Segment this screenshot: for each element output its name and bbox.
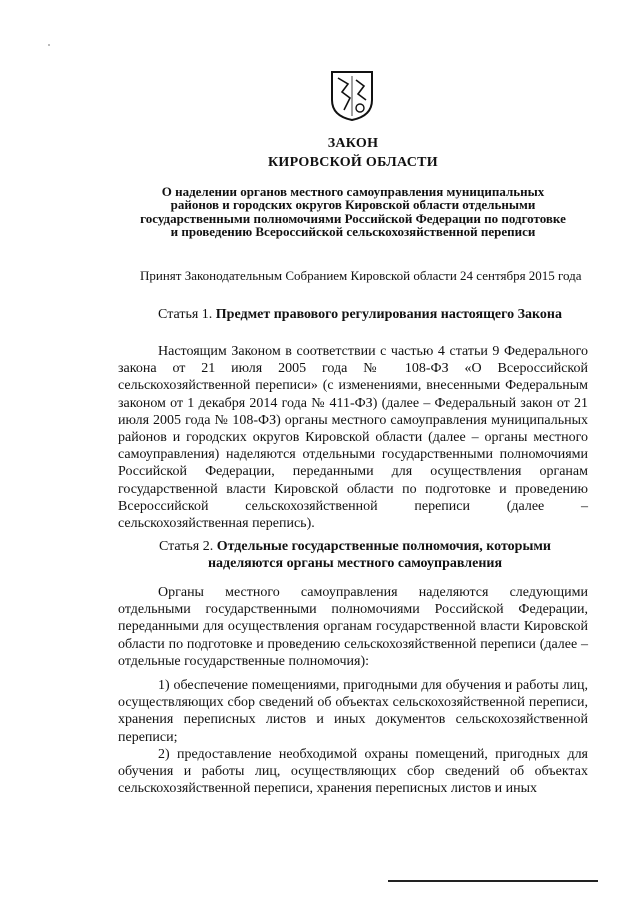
article-2-title: Отдельные государственные полномочия, которыми наделяются органы местного самоуправления — [207, 539, 552, 571]
article-2-item-1: 1) обеспечение помещениями, пригодными для обучения и работы лиц, осуществляющих сбор сведений об объектах сельскохозяйственной переписи, хранения переписных листов и иных документов сельскохозяйственной переписи; — [118, 678, 588, 745]
signature-line — [388, 880, 598, 882]
article-2-item-2: 2) предоставление необходимой охраны помещений, пригодных для обучения и работы лиц, осуществляющих сбор сведений об объектах сельскохозяйственной переписи, хранения переписных листов и иных — [118, 747, 588, 797]
article-1-text: Настоящим Законом в соответствии с частью 4 статьи 9 Федерального закона от 21 июля 2005 года № 108-ФЗ «О Всероссийской сельскохозяйственной переписи» (с изменениями, внесенными Федеральным законом от 1 декабря 2014 года № 411-ФЗ) (далее – Федеральный закон от 21 июля 2005 года № 108-ФЗ) органы местного самоуправления муниципальных районов и городских округов Кировской области (далее – органы местного самоуправления) наделяются отдельными государственными полномочиями Российской Федерации, переданными для осуществления органам государственной власти Кировской области по подготовке и проведению Всероссийской сельскохозяйственной переписи (далее – сельскохозяйственная перепись). — [118, 344, 588, 532]
article-1-title: Предмет правового регулирования настоящего Закона — [215, 307, 562, 322]
article-1-heading — [150, 307, 570, 323]
law-subtitle: О наделении органов местного самоуправления муниципальных районов и городских округов Кировской области отдельными государственными полномочиями Российской Федерации по подготовке и проведению Всероссийской сельскохозяйственной переписи — [140, 184, 566, 240]
article-2-heading — [120, 538, 590, 572]
coat-of-arms-icon — [330, 70, 374, 122]
adoption-note: Принят Законодательным Собранием Кировской области 24 сентября 2015 года — [140, 268, 582, 283]
scan-speck — [48, 44, 50, 46]
article-2-intro: Органы местного самоуправления наделяются следующими отдельными государственными полномочиями Российской Федерации, переданными для осуществления органам государственной власти Кировской области по подготовке и проведению сельскохозяйственной переписи (далее – отдельные государственные полномочия): — [118, 585, 588, 669]
law-region: КИРОВСКОЙ ОБЛАСТИ — [267, 155, 438, 170]
law-title: ЗАКОН — [327, 136, 379, 151]
article-2-label: Статья 2. — [158, 539, 214, 554]
article-1-label: Статья 1. — [158, 307, 213, 322]
